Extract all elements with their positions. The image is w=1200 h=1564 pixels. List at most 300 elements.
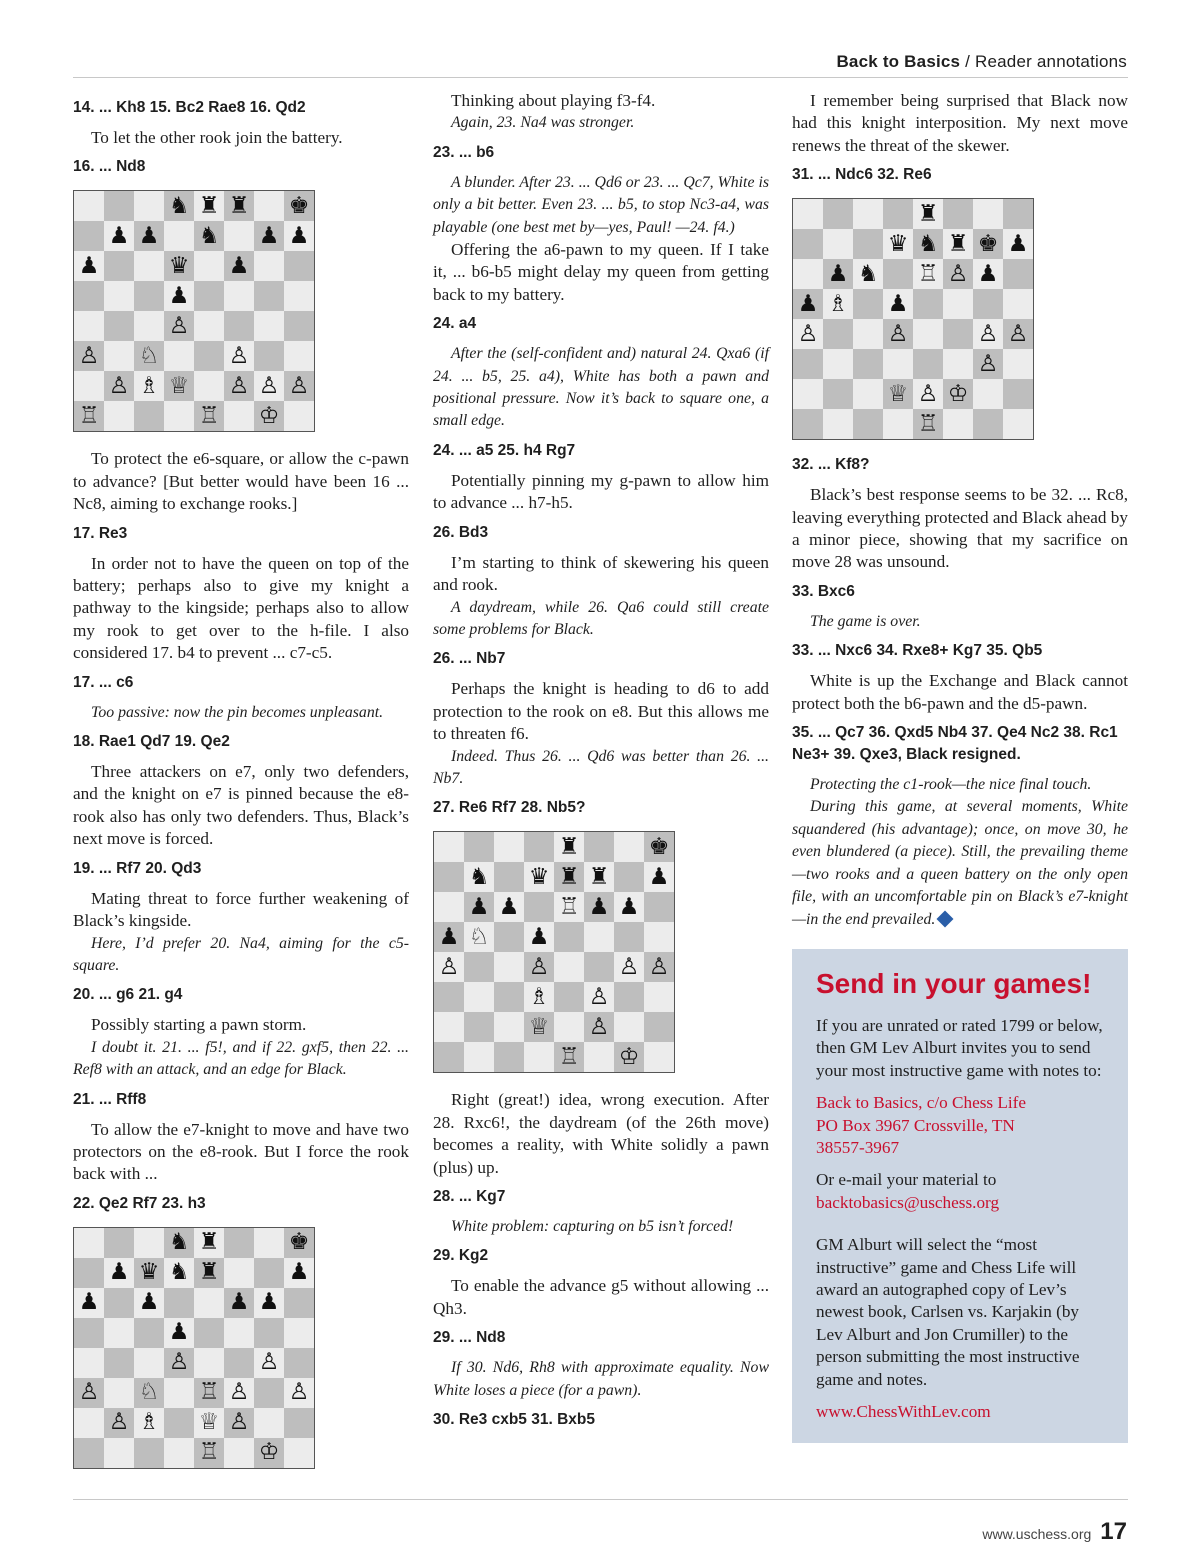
text: Black’s best response seems to be 32. ... Rc8, leaving everything protected and Black ahead by a minor piece, showing that my sacrifice on move 28 was unsound.	[792, 485, 1128, 572]
black-piece-icon: ♜	[943, 229, 973, 259]
black-piece-icon: ♜	[913, 199, 943, 229]
black-piece-icon: ♟	[164, 281, 194, 311]
board-square	[494, 982, 524, 1012]
send-games-intro: If you are unrated or rated 1799 or below, then GM Lev Alburt invites you to send your most instructive game with notes to:	[816, 1015, 1103, 1080]
text: The game is over.	[810, 612, 921, 630]
email-intro: Or e-mail your material to	[816, 1170, 997, 1190]
text: During this game, at several moments, White squandered (his advantage); once, on move 30, he even blundered (a piece). Still, the prevailing theme—two rooks and a queen battery on the only open file, with an uncomfortable pin on Black’s e7-knight—in the end prevailed.	[792, 798, 1128, 928]
commentary-paragraph	[73, 761, 409, 851]
board-square	[1003, 409, 1033, 439]
footer-rule	[73, 1499, 1128, 1500]
board-square	[164, 221, 194, 251]
board-square	[224, 311, 254, 341]
commentary-paragraph	[433, 1089, 769, 1179]
white-piece-icon: ♖	[913, 259, 943, 289]
commentary-paragraph	[792, 670, 1128, 715]
black-piece-icon: ♛	[164, 251, 194, 281]
email-link[interactable]: backtobasics@uschess.org	[816, 1192, 1000, 1212]
board-square	[134, 191, 164, 221]
text: If 30. Nd6, Rh8 with approximate equality. Now White loses a piece (for a pawn).	[433, 1359, 769, 1399]
board-square	[164, 1408, 194, 1438]
white-piece-icon: ♔	[943, 379, 973, 409]
board-square	[494, 1012, 524, 1042]
black-piece-icon: ♞	[194, 221, 224, 251]
board-square	[793, 349, 823, 379]
annotator-note	[73, 933, 409, 978]
text: Indeed. Thus 26. ... Qd6 was better than 26. ... Nb7.	[433, 747, 769, 787]
board-square	[284, 1318, 314, 1348]
black-piece-icon: ♟	[973, 259, 1003, 289]
board-square	[584, 922, 614, 952]
text: In order not to have the queen on top of the battery; perhaps also to give my knight a pathway to the kingside; perhaps also to allow my rook to get over to the h-file. I also considered 17. b4 to prevent ... c7-c5.	[73, 553, 409, 663]
chess-diagram	[73, 1227, 315, 1469]
move-heading	[73, 731, 409, 753]
white-piece-icon: ♙	[943, 259, 973, 289]
black-piece-icon: ♞	[164, 191, 194, 221]
board-square	[74, 281, 104, 311]
black-piece-icon: ♚	[284, 191, 314, 221]
board-square	[853, 319, 883, 349]
text: After the (self-confident and) natural 24. Qxa6 (if 24. ... b5, 25. a4), White has both a pawn and positional pressure. Now it’s back to square one, a small edge.	[433, 345, 769, 430]
black-piece-icon: ♟	[134, 1288, 164, 1318]
board-square	[284, 311, 314, 341]
text: 26. ... Nb7	[433, 650, 506, 668]
white-piece-icon: ♙	[614, 952, 644, 982]
board-square	[943, 409, 973, 439]
board-square	[614, 862, 644, 892]
white-piece-icon: ♙	[74, 341, 104, 371]
white-piece-icon: ♖	[554, 1042, 584, 1072]
black-piece-icon: ♜	[584, 862, 614, 892]
commentary-paragraph	[792, 90, 1128, 157]
board-square	[134, 251, 164, 281]
board-square	[973, 289, 1003, 319]
black-piece-icon: ♜	[554, 862, 584, 892]
board-square	[614, 922, 644, 952]
board-square	[104, 1288, 134, 1318]
board-square	[554, 952, 584, 982]
board-square	[194, 281, 224, 311]
website-link[interactable]: www.ChessWithLev.com	[816, 1402, 991, 1421]
board-square	[104, 1228, 134, 1258]
board-square	[1003, 349, 1033, 379]
commentary-paragraph	[73, 1014, 409, 1036]
board-square	[254, 1228, 284, 1258]
annotator-note	[433, 1216, 769, 1238]
board-square	[1003, 199, 1033, 229]
mailing-address	[816, 1092, 1104, 1159]
board-square	[883, 199, 913, 229]
board-square	[134, 1348, 164, 1378]
text: Mating threat to force further weakening of Black’s kingside.	[73, 888, 409, 931]
black-piece-icon: ♟	[793, 289, 823, 319]
black-piece-icon: ♞	[853, 259, 883, 289]
send-games-title: Send in your games!	[816, 967, 1092, 999]
text: 16. ... Nd8	[73, 158, 146, 176]
column-2	[433, 90, 769, 1439]
black-piece-icon: ♟	[434, 922, 464, 952]
board-square	[194, 371, 224, 401]
board-square	[823, 349, 853, 379]
move-heading	[433, 522, 769, 544]
text: 18. Rae1 Qd7 19. Qe2	[73, 733, 230, 751]
board-square	[104, 1438, 134, 1468]
text: Too passive: now the pin becomes unpleasant.	[91, 703, 384, 721]
board-square	[224, 221, 254, 251]
text: I remember being surprised that Black now had this knight interposition. My next move renews the threat of the skewer.	[792, 91, 1128, 155]
black-piece-icon: ♜	[194, 1258, 224, 1288]
board-square	[464, 982, 494, 1012]
commentary-paragraph	[73, 888, 409, 933]
annotator-note	[73, 1037, 409, 1082]
move-heading	[792, 454, 1128, 476]
board-square	[494, 952, 524, 982]
text: To allow the e7-knight to move and have two protectors on the e8-rook. But I force the rook back with ...	[73, 1119, 409, 1184]
board-square	[194, 341, 224, 371]
board-square	[494, 922, 524, 952]
board-square	[134, 1318, 164, 1348]
move-heading	[792, 164, 1128, 186]
board-square	[554, 922, 584, 952]
board-square	[224, 1318, 254, 1348]
text: 20. ... g6 21. g4	[73, 986, 183, 1004]
board-square	[853, 229, 883, 259]
board-square	[164, 341, 194, 371]
white-piece-icon: ♘	[134, 1378, 164, 1408]
white-piece-icon: ♙	[584, 982, 614, 1012]
black-piece-icon: ♛	[134, 1258, 164, 1288]
black-piece-icon: ♟	[104, 1258, 134, 1288]
commentary-paragraph	[433, 1275, 769, 1320]
annotator-note	[433, 1357, 769, 1402]
text: 29. Kg2	[433, 1247, 489, 1265]
board-square	[614, 1012, 644, 1042]
board-square	[973, 199, 1003, 229]
board-square	[434, 892, 464, 922]
board-square	[434, 862, 464, 892]
black-piece-icon: ♟	[823, 259, 853, 289]
black-piece-icon: ♚	[284, 1228, 314, 1258]
text: Here, I’d prefer 20. Na4, aiming for the c5-square.	[73, 934, 409, 974]
board-square	[793, 379, 823, 409]
white-piece-icon: ♙	[973, 349, 1003, 379]
board-square	[793, 259, 823, 289]
commentary-paragraph	[73, 1119, 409, 1186]
board-square	[284, 281, 314, 311]
board-square	[254, 311, 284, 341]
black-piece-icon: ♟	[284, 221, 314, 251]
board-square	[254, 281, 284, 311]
text: Potentially pinning my g-pawn to allow him to advance ... h7-h5.	[433, 470, 769, 513]
commentary-paragraph	[433, 470, 769, 515]
black-piece-icon: ♜	[554, 832, 584, 862]
black-piece-icon: ♟	[104, 221, 134, 251]
black-piece-icon: ♞	[164, 1258, 194, 1288]
board-square	[853, 409, 883, 439]
black-piece-icon: ♟	[254, 1288, 284, 1318]
text: 24. ... a5 25. h4 Rg7	[433, 441, 576, 459]
text: 32. ... Kf8?	[792, 456, 870, 474]
page-number: 17	[1100, 1518, 1127, 1545]
board-square	[973, 409, 1003, 439]
black-piece-icon: ♟	[254, 221, 284, 251]
board-square	[224, 1228, 254, 1258]
white-piece-icon: ♙	[883, 319, 913, 349]
board-square	[194, 311, 224, 341]
black-piece-icon: ♟	[494, 892, 524, 922]
board-square	[913, 319, 943, 349]
board-square	[164, 1288, 194, 1318]
move-heading	[433, 1186, 769, 1208]
move-heading	[433, 648, 769, 670]
board-square	[494, 862, 524, 892]
white-piece-icon: ♖	[74, 401, 104, 431]
text: 19. ... Rf7 20. Qd3	[73, 859, 202, 877]
board-square	[284, 341, 314, 371]
board-square	[104, 1318, 134, 1348]
board-square	[644, 892, 674, 922]
commentary-paragraph	[73, 448, 409, 515]
board-square	[494, 832, 524, 862]
board-square	[254, 341, 284, 371]
annotator-note	[792, 611, 1128, 633]
board-square	[284, 401, 314, 431]
board-square	[134, 1438, 164, 1468]
white-piece-icon: ♖	[194, 1378, 224, 1408]
board-square	[464, 1042, 494, 1072]
text: I doubt it. 21. ... f5!, and if 22. gxf5, then 22. ... Ref8 with an attack, and an edge for Black.	[73, 1038, 409, 1079]
board-square	[973, 379, 1003, 409]
board-square	[74, 1438, 104, 1468]
annotator-note	[433, 112, 769, 134]
white-piece-icon: ♙	[164, 1348, 194, 1378]
column-3	[792, 90, 1128, 1443]
board-square	[584, 952, 614, 982]
white-piece-icon: ♙	[584, 1012, 614, 1042]
black-piece-icon: ♟	[164, 1318, 194, 1348]
white-piece-icon: ♙	[224, 1408, 254, 1438]
board-square	[883, 349, 913, 379]
white-piece-icon: ♘	[134, 341, 164, 371]
white-piece-icon: ♗	[524, 982, 554, 1012]
board-square	[883, 409, 913, 439]
move-heading	[433, 142, 769, 164]
text: 33. Bxc6	[792, 582, 855, 600]
black-piece-icon: ♟	[284, 1258, 314, 1288]
text: White is up the Exchange and Black cannot protect both the b6-pawn and the d5-pawn.	[792, 671, 1128, 713]
move-heading	[73, 984, 409, 1006]
board-square	[104, 251, 134, 281]
white-piece-icon: ♙	[973, 319, 1003, 349]
section-title: Back to Basics	[836, 52, 961, 71]
commentary-paragraph	[73, 127, 409, 149]
text: 17. ... c6	[73, 673, 134, 691]
white-piece-icon: ♔	[254, 1438, 284, 1468]
white-piece-icon: ♙	[644, 952, 674, 982]
white-piece-icon: ♖	[194, 1438, 224, 1468]
board-square	[584, 832, 614, 862]
black-piece-icon: ♞	[913, 229, 943, 259]
white-piece-icon: ♙	[524, 952, 554, 982]
black-piece-icon: ♜	[194, 1228, 224, 1258]
board-square	[793, 229, 823, 259]
black-piece-icon: ♚	[644, 832, 674, 862]
board-square	[614, 982, 644, 1012]
commentary-paragraph	[433, 90, 769, 112]
board-square	[644, 982, 674, 1012]
text: Right (great!) idea, wrong execution. After 28. Rxc6!, the daydream (of the 26th move) becomes a reality, with White solidly a pawn (plus) up.	[433, 1090, 769, 1177]
white-piece-icon: ♙	[254, 1348, 284, 1378]
board-square	[853, 199, 883, 229]
column-3-text	[792, 90, 1128, 931]
board-square	[464, 832, 494, 862]
black-piece-icon: ♟	[584, 892, 614, 922]
white-piece-icon: ♙	[434, 952, 464, 982]
black-piece-icon: ♞	[464, 862, 494, 892]
text: 28. ... Kg7	[433, 1187, 506, 1205]
move-heading	[433, 1409, 769, 1431]
move-heading	[433, 1327, 769, 1349]
black-piece-icon: ♟	[74, 1288, 104, 1318]
text: 26. Bd3	[433, 523, 489, 541]
black-piece-icon: ♟	[614, 892, 644, 922]
board-square	[74, 1348, 104, 1378]
move-heading	[73, 858, 409, 880]
board-square	[434, 832, 464, 862]
board-square	[284, 1348, 314, 1378]
white-piece-icon: ♔	[254, 401, 284, 431]
board-square	[134, 401, 164, 431]
move-heading	[792, 581, 1128, 603]
text: 29. ... Nd8	[433, 1329, 506, 1347]
board-square	[644, 922, 674, 952]
annotator-note	[433, 597, 769, 642]
white-piece-icon: ♘	[464, 922, 494, 952]
white-piece-icon: ♙	[224, 371, 254, 401]
board-square	[943, 319, 973, 349]
move-heading	[433, 440, 769, 462]
white-piece-icon: ♕	[194, 1408, 224, 1438]
move-heading	[433, 797, 769, 819]
move-heading	[433, 1245, 769, 1267]
board-square	[134, 281, 164, 311]
move-heading	[73, 1193, 409, 1215]
white-piece-icon: ♙	[224, 341, 254, 371]
end-mark-icon	[937, 910, 954, 927]
white-piece-icon: ♔	[614, 1042, 644, 1072]
email-block	[816, 1169, 1104, 1214]
black-piece-icon: ♟	[464, 892, 494, 922]
board-square	[793, 199, 823, 229]
annotator-note	[792, 796, 1128, 930]
board-square	[943, 199, 973, 229]
board-square	[1003, 289, 1033, 319]
board-square	[853, 349, 883, 379]
board-square	[524, 892, 554, 922]
board-square	[254, 251, 284, 281]
board-square	[614, 832, 644, 862]
board-square	[434, 1012, 464, 1042]
white-piece-icon: ♖	[194, 401, 224, 431]
board-square	[194, 1288, 224, 1318]
board-square	[584, 1042, 614, 1072]
black-piece-icon: ♟	[644, 862, 674, 892]
board-square	[1003, 259, 1033, 289]
header-rule	[73, 77, 1128, 78]
white-piece-icon: ♙	[1003, 319, 1033, 349]
board-square	[464, 1012, 494, 1042]
white-piece-icon: ♙	[164, 311, 194, 341]
text: I’m starting to think of skewering his queen and rook.	[433, 552, 769, 595]
white-piece-icon: ♙	[74, 1378, 104, 1408]
chess-diagram	[792, 198, 1034, 440]
board-square	[104, 341, 134, 371]
text: Perhaps the knight is heading to d6 to add protection to the rook on e8. But this allows me to threaten f6.	[433, 679, 769, 744]
move-heading	[73, 1089, 409, 1111]
board-square	[853, 289, 883, 319]
white-piece-icon: ♖	[554, 892, 584, 922]
text: 30. Re3 cxb5 31. Bxb5	[433, 1411, 595, 1428]
commentary-paragraph	[73, 553, 409, 665]
board-square	[284, 251, 314, 281]
board-square	[254, 191, 284, 221]
board-square	[823, 379, 853, 409]
black-piece-icon: ♜	[224, 191, 254, 221]
board-square	[524, 832, 554, 862]
board-square	[194, 251, 224, 281]
text: 24. a4	[433, 315, 477, 333]
board-square	[823, 409, 853, 439]
text: 17. Re3	[73, 524, 128, 542]
text: 27. Re6 Rf7 28. Nb5?	[433, 799, 586, 817]
section-subtitle: Reader annotations	[975, 52, 1127, 71]
board-square	[224, 281, 254, 311]
board-square	[104, 311, 134, 341]
board-square	[434, 982, 464, 1012]
white-piece-icon: ♙	[104, 1408, 134, 1438]
board-square	[224, 1348, 254, 1378]
address-line-3: 38557-3967	[816, 1137, 900, 1157]
white-piece-icon: ♗	[134, 371, 164, 401]
board-square	[74, 191, 104, 221]
white-piece-icon: ♖	[913, 409, 943, 439]
board-square	[104, 401, 134, 431]
text: 14. ... Kh8 15. Bc2 Rae8 16. Qd2	[73, 99, 306, 116]
board-square	[1003, 379, 1033, 409]
text: A blunder. After 23. ... Qd6 or 23. ... Qc7, White is only a bit better. Even 23. ... b5, to stop Nc3-a4, was playable (one best met by—yes, Paul! —24. f4.)	[433, 173, 769, 236]
annotator-note	[792, 774, 1128, 796]
move-heading	[73, 523, 409, 545]
footer-url[interactable]: www.uschess.org	[982, 1526, 1092, 1542]
commentary-paragraph	[433, 678, 769, 745]
board-square	[74, 1258, 104, 1288]
board-square	[134, 311, 164, 341]
white-piece-icon: ♙	[284, 1378, 314, 1408]
board-square	[554, 1012, 584, 1042]
board-square	[943, 289, 973, 319]
text: Three attackers on e7, only two defenders, and the knight on e7 is pinned because the e8-rook also has only two defenders. Thus, Black’s next move is forced.	[73, 762, 409, 849]
board-square	[194, 1348, 224, 1378]
text: 35. ... Qc7 36. Qxd5 Nb4 37. Qe4 Nc2 38. Rc1 Ne3+ 39. Qxe3, Black resigned.	[792, 724, 1118, 764]
white-piece-icon: ♕	[883, 379, 913, 409]
move-heading	[433, 313, 769, 335]
text: 22. Qe2 Rf7 23. h3	[73, 1194, 206, 1212]
text: 23. ... b6	[433, 143, 495, 161]
text: White problem: capturing on b5 isn’t forced!	[451, 1217, 734, 1235]
text: 33. ... Nxc6 34. Rxe8+ Kg7 35. Qb5	[792, 642, 1043, 660]
white-piece-icon: ♙	[104, 371, 134, 401]
board-square	[494, 1042, 524, 1072]
